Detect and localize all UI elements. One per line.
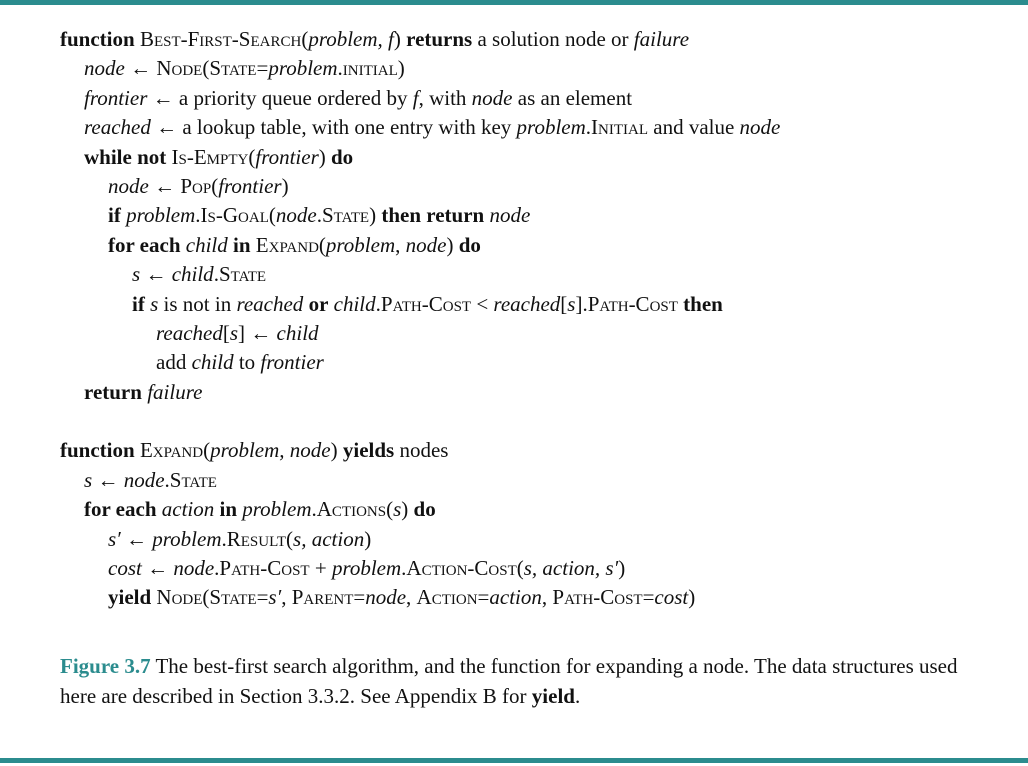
code-line: s ← child.State <box>132 262 267 287</box>
code-line: node ← Node(State=problem.initial) <box>84 56 405 81</box>
variable: cost <box>654 585 689 610</box>
variable: child <box>185 232 228 257</box>
keyword: for each <box>84 497 157 522</box>
variable: node <box>84 56 125 81</box>
field: Initial <box>591 115 648 140</box>
field: Path-Cost <box>380 291 472 316</box>
code-line: yield Node(State=s′, Parent=node, Action=action, Path-Cost=cost) <box>108 585 696 610</box>
function-name: Actions <box>316 497 387 522</box>
variable: node <box>108 173 149 198</box>
keyword: yield <box>108 585 152 610</box>
figure-caption <box>60 651 980 711</box>
function-name: Node <box>156 56 203 81</box>
function-name: Expand <box>255 232 319 257</box>
variable: cost <box>108 556 142 581</box>
spacer <box>60 407 1010 436</box>
code-line: reached ← a lookup table, with one entry with key problem.Initial and value node <box>84 115 781 140</box>
keyword: in <box>233 232 251 257</box>
params: s, action, s′ <box>523 556 619 581</box>
field: State <box>169 467 217 492</box>
text: to <box>238 350 256 375</box>
variable: s <box>393 497 402 522</box>
variable: node <box>173 556 215 581</box>
code-line: if s is not in reached or child.Path-Cost < reached[s].Path-Cost then <box>132 291 723 316</box>
function-name: Node <box>156 585 203 610</box>
caption-keyword: yield <box>531 684 575 708</box>
variable: failure <box>147 379 203 404</box>
variable: problem <box>268 56 338 81</box>
field: initial <box>342 56 398 81</box>
variable: node <box>471 85 513 110</box>
keyword: returns <box>406 27 473 51</box>
function-name: Best-First-Search <box>139 27 302 51</box>
variable: failure <box>633 27 690 51</box>
text: a lookup table, with one entry with key <box>182 115 512 140</box>
keyword: or <box>308 291 329 316</box>
variable: problem <box>152 526 222 551</box>
variable: s′ <box>268 585 282 610</box>
variable: child <box>171 262 214 287</box>
keyword: do <box>331 144 354 169</box>
field: Path-Cost <box>552 585 643 610</box>
bottom-rule <box>0 758 1028 763</box>
code-line: frontier ← a priority queue ordered by f, with node as an element <box>84 85 633 110</box>
variable: problem <box>242 497 312 522</box>
keyword: for each <box>108 232 181 257</box>
keyword: return <box>84 379 142 404</box>
caption-text: The best-first search algorithm, and the function for expanding a node. The data structures used here are described in Section 3.3.2. See Appendix B for <box>60 654 958 708</box>
code-line <box>60 378 1010 407</box>
variable: action <box>489 585 542 610</box>
variable: child <box>191 350 234 375</box>
variable: frontier <box>255 144 319 169</box>
variable: node <box>489 203 531 228</box>
variable: node <box>405 232 447 257</box>
caption-label: Figure 3.7 <box>60 654 151 678</box>
keyword: in <box>219 497 238 522</box>
field: State <box>209 585 257 610</box>
keyword: do <box>458 232 481 257</box>
variable: child <box>276 320 319 345</box>
code-line: function Expand(problem, node) yields nodes <box>60 438 449 463</box>
variable: node <box>739 115 781 140</box>
text: a solution node or <box>477 27 629 51</box>
field: State <box>321 203 370 228</box>
variable: s <box>229 320 239 345</box>
variable: s′ <box>108 526 121 551</box>
code-line: cost ← node.Path-Cost + problem.Action-Cost(s, action, s′) <box>108 556 626 581</box>
variable: reached <box>236 291 304 316</box>
variable: problem <box>126 203 196 228</box>
variable: reached <box>156 320 223 345</box>
variable: problem <box>325 232 396 257</box>
function-name: Is-Goal <box>200 203 269 228</box>
text: and value <box>653 115 735 140</box>
code-line: s ← node.State <box>84 467 217 492</box>
field: Path-Cost <box>219 556 310 581</box>
keyword: if <box>108 203 121 228</box>
code-line: for each action in problem.Actions(s) do <box>84 497 436 522</box>
keyword: do <box>413 497 436 522</box>
keyword: function <box>60 438 135 463</box>
text: as an element <box>517 85 633 110</box>
keyword: then return <box>381 203 485 228</box>
code-line: reached[s] ← child <box>156 320 319 345</box>
variable: reached <box>493 291 561 316</box>
variable: child <box>333 291 376 316</box>
variable: frontier <box>84 85 148 110</box>
code-line: function Best-First-Search(problem, f) returns a solution node or failure <box>60 27 690 51</box>
field: Path-Cost <box>587 291 678 316</box>
variable: frontier <box>218 173 282 198</box>
params: problem, f <box>308 27 394 51</box>
text: is not in <box>163 291 232 316</box>
field: Parent <box>291 585 354 610</box>
function-name: Action-Cost <box>406 556 517 581</box>
variable: node <box>275 203 317 228</box>
keyword: if <box>132 291 145 316</box>
variable: s <box>150 291 159 316</box>
code-line: if problem.Is-Goal(node.State) then return node <box>108 203 531 228</box>
function-name: Result <box>226 526 287 551</box>
variable: action <box>161 497 215 522</box>
variable: s <box>84 467 93 492</box>
code-line <box>60 348 1010 377</box>
variable: reached <box>84 115 151 140</box>
variable: problem <box>516 115 586 140</box>
text: nodes <box>399 438 449 463</box>
text: a priority queue ordered by <box>178 85 408 110</box>
variable: problem <box>331 556 402 581</box>
pseudocode-block <box>60 25 1010 613</box>
function-name: Is-Empty <box>171 144 249 169</box>
field: Action <box>416 585 478 610</box>
variable: node <box>365 585 407 610</box>
text: add <box>156 350 187 375</box>
code-line: node ← Pop(frontier) <box>108 173 289 198</box>
field: State <box>209 56 257 81</box>
keyword: then <box>683 291 723 316</box>
variable: s <box>132 262 141 287</box>
variable: node <box>123 467 165 492</box>
function-name: Pop <box>180 173 212 198</box>
keyword: while not <box>84 144 167 169</box>
field: State <box>218 262 267 287</box>
variable: frontier <box>260 350 324 375</box>
function-name: Expand <box>139 438 204 463</box>
variable: f <box>412 85 419 110</box>
text: , with <box>418 85 467 110</box>
caption-end: . <box>574 684 581 708</box>
code-line: while not Is-Empty(frontier) do <box>84 144 354 169</box>
params: problem, node <box>210 438 331 463</box>
code-line: for each child in Expand(problem, node) do <box>108 232 481 257</box>
top-rule <box>0 0 1028 5</box>
variable: s <box>567 291 576 316</box>
keyword: yields <box>342 438 395 463</box>
keyword: function <box>60 27 135 51</box>
params: s, action <box>293 526 365 551</box>
code-line: s′ ← problem.Result(s, action) <box>108 526 372 551</box>
